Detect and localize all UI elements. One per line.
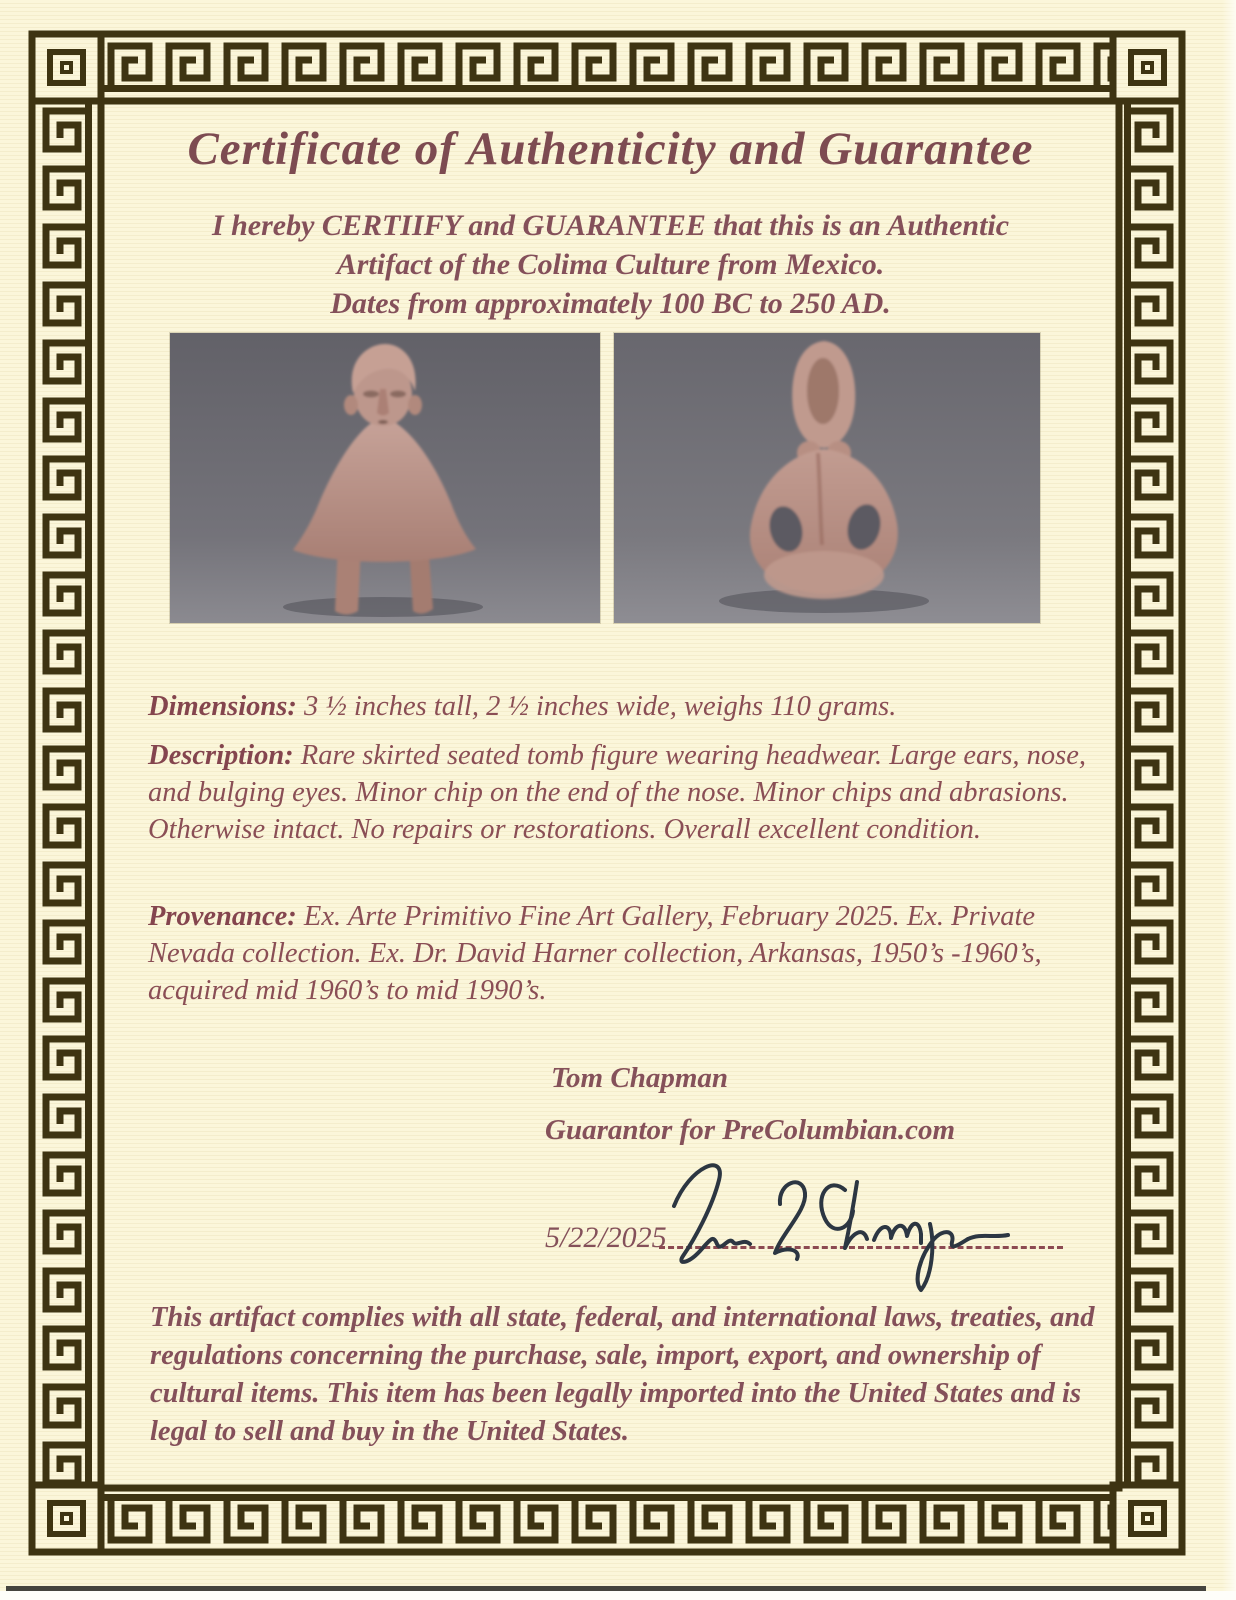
provenance-paragraph <box>148 898 1100 1009</box>
certificate-title: Certificate of Authenticity and Guarantee <box>187 123 1034 175</box>
statement-line-1: I hereby CERTIIFY and GUARANTEE that this is an Authentic <box>211 209 1010 242</box>
dimensions-text: 3 ½ inches tall, 2 ½ inches wide, weighs 110 grams. <box>296 690 897 722</box>
artifact-photo-front <box>170 333 600 623</box>
provenance-label: Provenance: <box>148 900 297 932</box>
scan-edge-bottom <box>0 1591 1236 1600</box>
dimensions-label: Dimensions: <box>148 690 297 722</box>
artifact-photo-back <box>614 333 1040 623</box>
guarantor-role: Guarantor for PreColumbian.com <box>545 1114 956 1146</box>
statement-line-2: Artifact of the Colima Culture from Mexico. <box>336 248 885 281</box>
signature-date: 5/22/2025 <box>545 1221 667 1254</box>
scan-edge-right <box>1222 0 1236 1600</box>
description-text: Rare skirted seated tomb figure wearing headwear. Large ears, nose, and bulging eyes. Minor chip on the end of the nose. Minor chips and abrasions. Otherwise intact. No repairs or restorations. Overall excellent condition. <box>148 739 1087 845</box>
description-paragraph <box>148 737 1100 848</box>
statement-line-3: Dates from approximately 100 BC to 250 AD. <box>330 287 891 320</box>
description-label: Description: <box>148 739 294 771</box>
certification-statement <box>105 206 1116 323</box>
legal-paragraph: This artifact complies with all state, federal, and international laws, treaties, and regulations concerning the purchase, sale, import, export, and ownership of cultural items. This item has been legally imported into the United States and is legal to sell and buy in the United States. <box>150 1301 1095 1447</box>
signature-handwriting <box>660 1148 1040 1303</box>
artifact-photos <box>170 333 1042 623</box>
guarantor-name: Tom Chapman <box>551 1062 729 1094</box>
provenance-text: Ex. Arte Primitivo Fine Art Gallery, February 2025. Ex. Private Nevada collection. Ex. Dr. David Harner collection, Arkansas, 1950’s -1960’s, acquired mid 1960’s to mid 1990’s. <box>148 900 1042 1006</box>
dimensions-paragraph <box>148 688 1100 725</box>
